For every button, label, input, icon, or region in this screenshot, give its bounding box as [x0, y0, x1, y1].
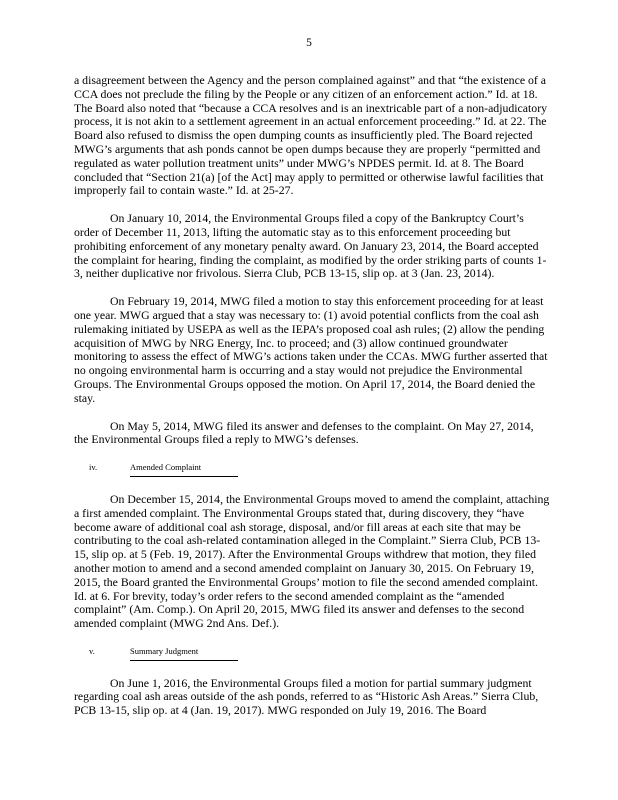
- heading-number: iv.: [89, 462, 98, 473]
- section-heading-summary-judgment: [89, 645, 550, 661]
- document-body: [74, 74, 550, 732]
- paragraph-cca-decision: a disagreement between the Agency and the person complained against” and that “the existence of a CCA does not preclude the filing by the People or any citizen of an enforcement action.” Id. at 18. The Board also noted that “because a CCA resolves and is an inextricable part of a non-adjudicatory process, it is not akin to a settlement agreement in an actual enforcement proceeding.” Id. at 22. The Board also refused to dismiss the open dumping counts as insufficiently pled. The Board rejected MWG’s arguments that ash ponds cannot be open dumps because they are properly “permitted and regulated as water pollution treatment units” under MWG’s NPDES permit. Id. at 8. The Board concluded that “Section 21(a) [of the Act] may apply to permitted or otherwise lawful facilities that improperly fail to contain waste.” Id. at 25-27.: [74, 73, 548, 198]
- paragraph-motion-to-stay: On February 19, 2014, MWG filed a motion to stay this enforcement proceeding for at least one year. MWG argued that a stay was necessary to: (1) avoid potential conflicts from the coal ash rulemaking initiated by USEPA as well as the IEPA’s proposed coal ash rules; (2) allow the pending acquisition of MWG by NRG Energy, Inc. to proceed; and (3) allow continued groundwater monitoring to assess the effect of MWG’s actions taken under the CCAs. MWG further asserted that no ongoing environmental harm is occurring and a stay would not prejudice the Environmental Groups. The Environmental Groups opposed the motion. On April 17, 2014, the Board denied the stay.: [74, 294, 548, 405]
- paragraph-amended-complaint: On December 15, 2014, the Environmental Groups moved to amend the complaint, attaching a first amended complaint. The Environmental Groups stated that, during discovery, they “have become aware of additional coal ash storage, disposal, and/or fill areas at each site that may be contributing to the coal ash-related contamination alleged in the Complaint.” Sierra Club, PCB 13-15, slip op. at 5 (Feb. 19, 2017). After the Environmental Groups withdrew that motion, they filed another motion to amend and a second amended complaint on January 30, 2015. On February 19, 2015, the Board granted the Environmental Groups’ motion to file the second amended complaint. Id. at 6. For brevity, today’s order refers to the second amended complaint as the “amended complaint” (Am. Comp.). On April 20, 2015, MWG filed its answer and defenses to the second amended complaint (MWG 2nd Ans. Def.).: [74, 491, 550, 631]
- page-number: 5: [306, 37, 312, 49]
- paragraph-summary-judgment: On June 1, 2016, the Environmental Groups filed a motion for partial summary judgment regarding coal ash areas outside of the ash ponds, referred to as “Historic Ash Areas.” Sierra Club, PCB 13-15, slip op. at 4 (Jan. 19, 2017). MWG responded on July 19, 2016. The Board: [74, 675, 539, 718]
- section-heading-amended-complaint: [89, 461, 550, 477]
- heading-title: Summary Judgment: [130, 645, 238, 661]
- paragraph-bankruptcy-stay: On January 10, 2014, the Environmental Groups filed a copy of the Bankruptcy Court’s order of December 11, 2013, lifting the automatic stay as to this enforcement proceeding but prohibiting enforcement of any monetary penalty award. On January 23, 2014, the Board accepted the complaint for hearing, finding the complaint, as modified by the order striking parts of counts 1-3, neither duplicative nor frivolous. Sierra Club, PCB 13-15, slip op. at 3 (Jan. 23, 2014).: [74, 211, 547, 281]
- heading-title: Amended Complaint: [130, 461, 238, 477]
- heading-number: v.: [89, 645, 95, 656]
- paragraph-answer-defenses: On May 5, 2014, MWG filed its answer and defenses to the complaint. On May 27, 2014, the Environmental Groups filed a reply to MWG’s defenses.: [74, 418, 534, 447]
